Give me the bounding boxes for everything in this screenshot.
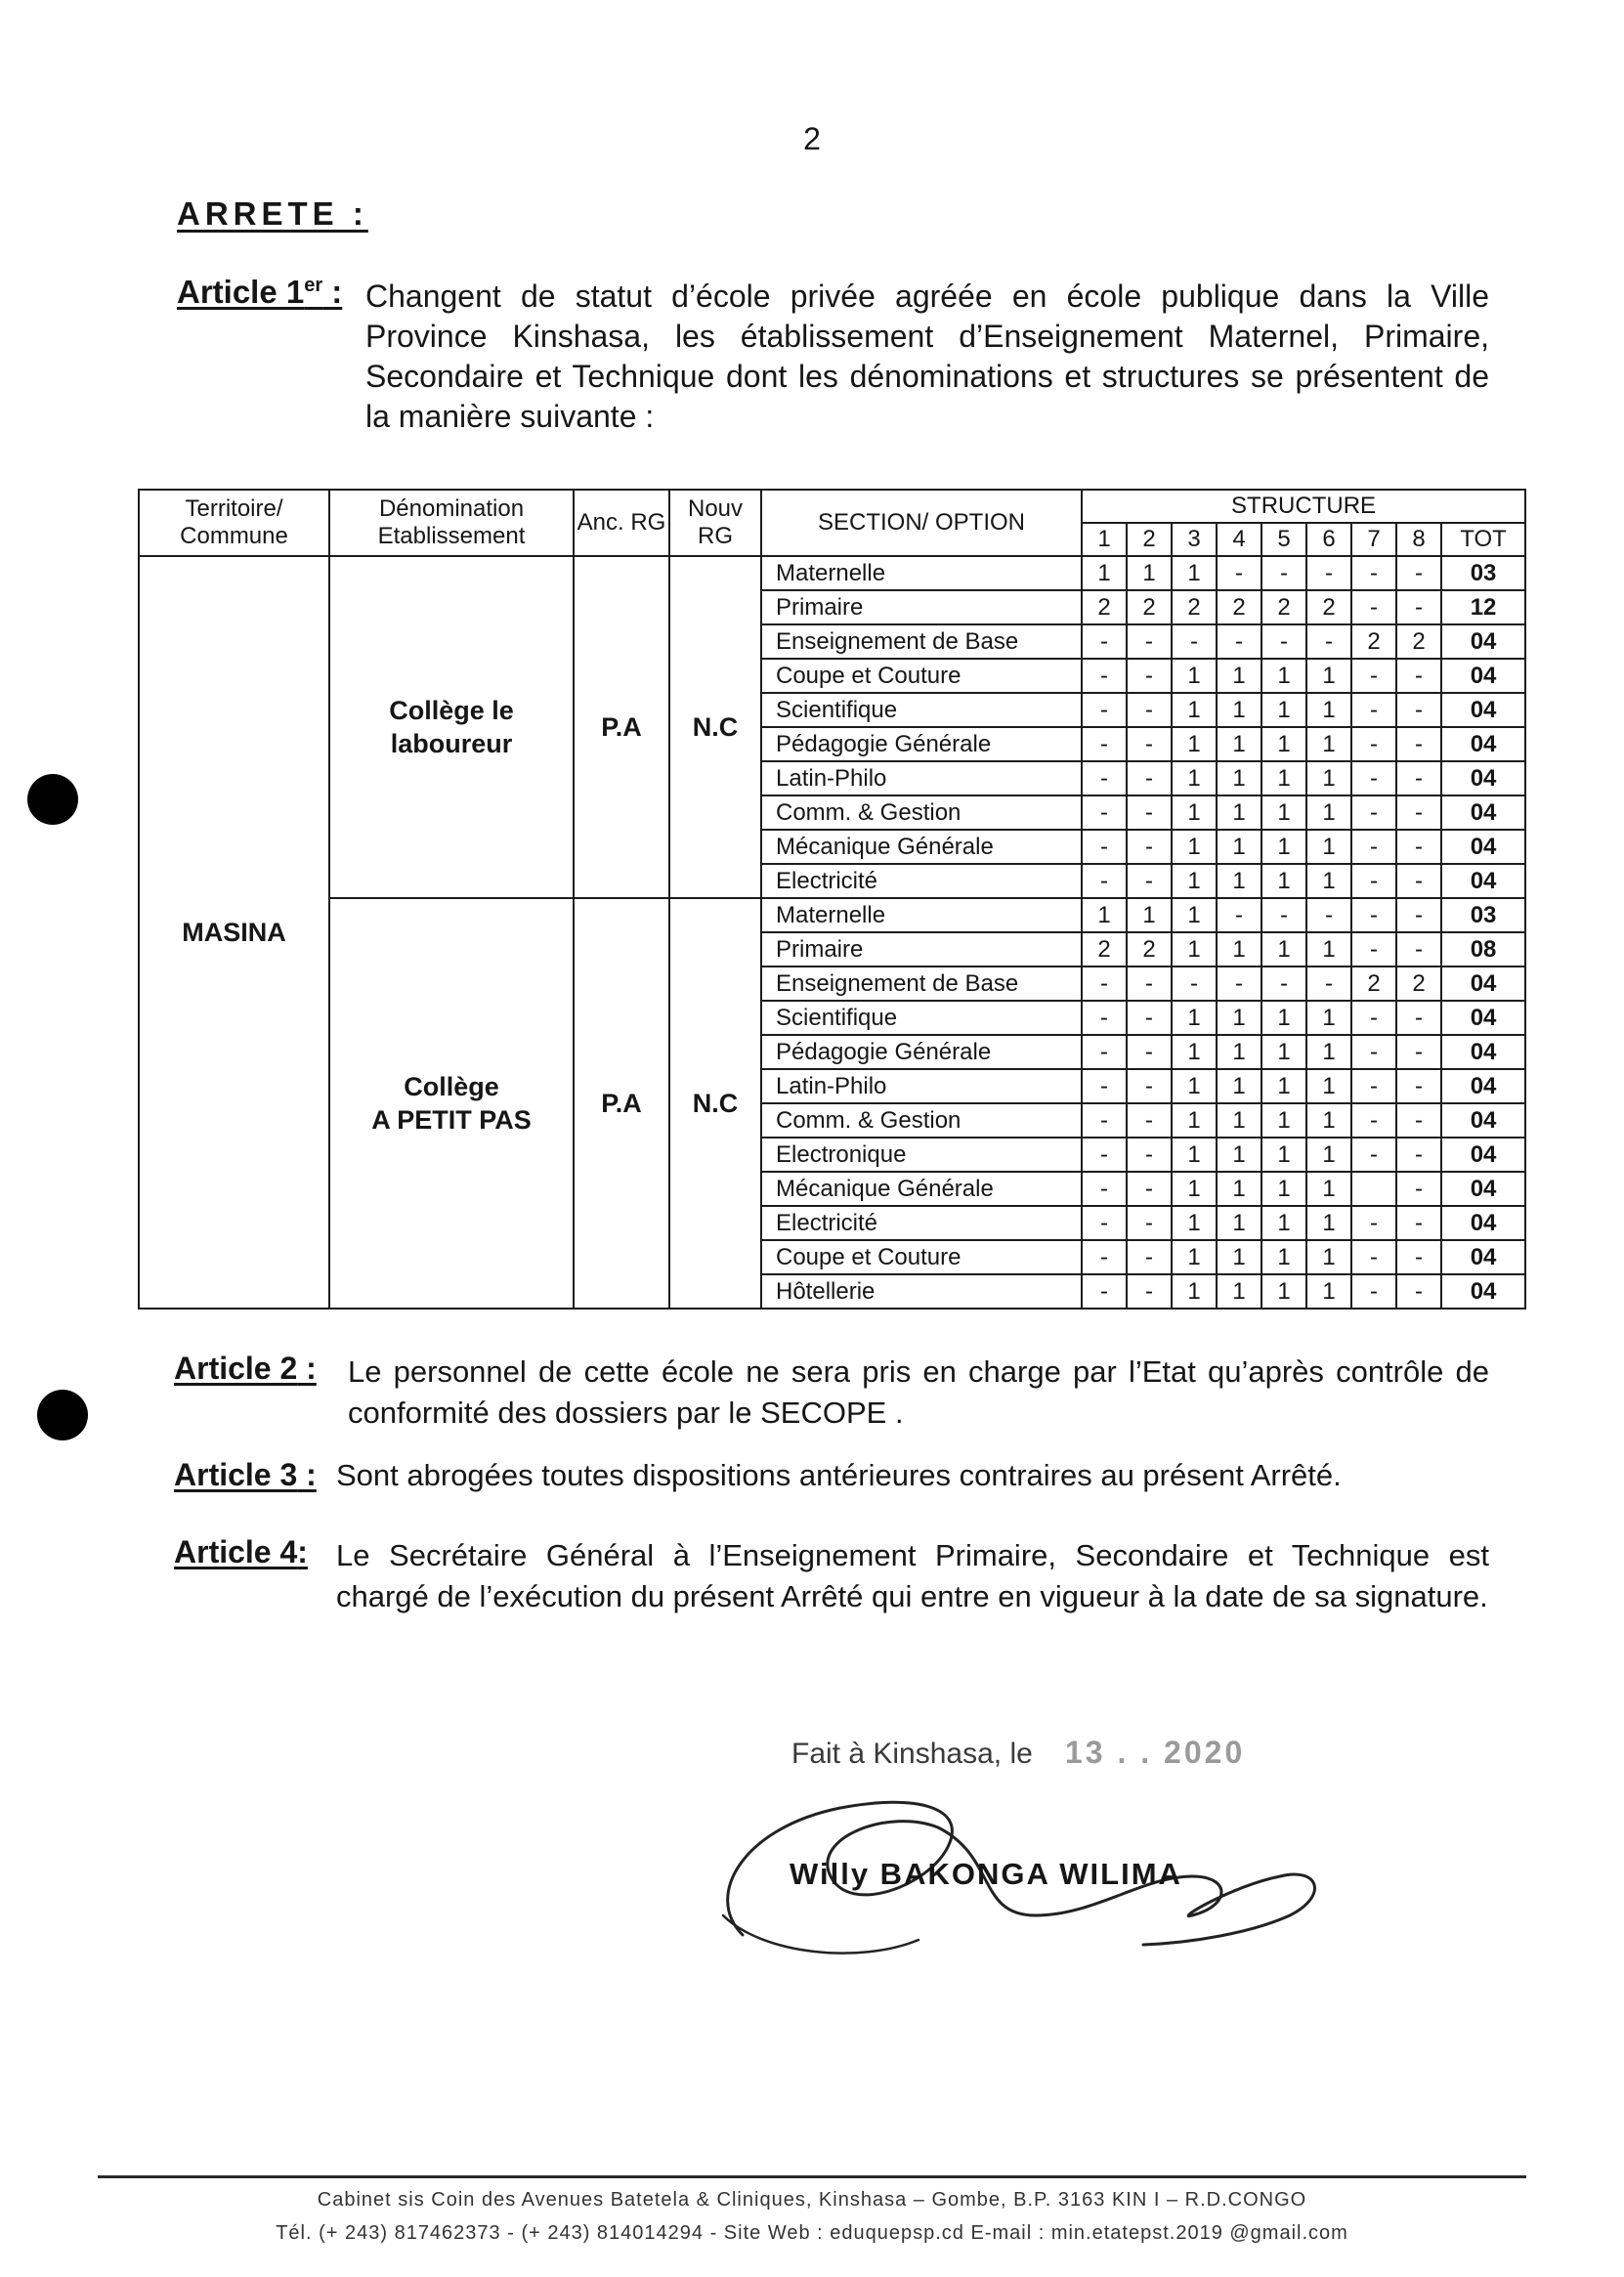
table-row	[139, 556, 1525, 590]
structure-cell: -	[1351, 590, 1396, 624]
structure-cell: 2	[1127, 932, 1172, 967]
structure-cell: -	[1396, 659, 1441, 693]
structure-cell: -	[1396, 556, 1441, 590]
structure-cell: -	[1127, 1240, 1172, 1274]
structure-cell: -	[1351, 1206, 1396, 1240]
structure-cell: -	[1396, 932, 1441, 967]
section-option-cell: Electricité	[761, 864, 1082, 898]
structure-cell: 1	[1172, 932, 1217, 967]
total-cell: 04	[1441, 727, 1525, 761]
structure-cell: 1	[1261, 932, 1306, 967]
section-option-cell: Comm. & Gestion	[761, 795, 1082, 830]
structure-cell: -	[1351, 1240, 1396, 1274]
section-option-cell: Scientifique	[761, 1001, 1082, 1035]
structure-cell: -	[1351, 556, 1396, 590]
structure-column-header: 6	[1306, 523, 1351, 556]
structure-cell: -	[1306, 967, 1351, 1001]
structure-cell: 2	[1351, 624, 1396, 659]
date-stamp: 13 . . 2020	[1065, 1735, 1246, 1770]
footer-contacts: Tél. (+ 243) 817462373 - (+ 243) 814014294 - Site Web : eduquepsp.cd E-mail : min.etatepst.2019 @gmail.com	[276, 2222, 1348, 2244]
structure-cell: -	[1351, 1274, 1396, 1309]
section-option-cell: Enseignement de Base	[761, 967, 1082, 1001]
article-4-text: Le Secrétaire Général à l’Enseignement Primaire, Secondaire et Technique est chargé de l’exécution du présent Arrêté qui entre en vigueur à la date de sa signature.	[336, 1538, 1489, 1613]
header-structure: STRUCTURE	[1082, 490, 1525, 523]
structure-cell: -	[1127, 1172, 1172, 1206]
structure-cell: 1	[1172, 1240, 1217, 1274]
section-option-cell: Hôtellerie	[761, 1274, 1082, 1309]
section-option-cell: Scientifique	[761, 693, 1082, 727]
structure-cell: 1	[1261, 1001, 1306, 1035]
structure-cell: 1	[1261, 659, 1306, 693]
structure-cell: 1	[1172, 1069, 1217, 1103]
school-name-cell	[329, 556, 574, 898]
structure-cell: 1	[1217, 1035, 1261, 1069]
structure-cell: -	[1351, 932, 1396, 967]
territoire-cell: MASINA	[139, 556, 329, 1309]
structure-cell: -	[1082, 1240, 1127, 1274]
structure-column-header: 3	[1172, 523, 1217, 556]
structure-cell: 1	[1217, 1172, 1261, 1206]
total-cell: 04	[1441, 830, 1525, 864]
structure-cell: 1	[1306, 1035, 1351, 1069]
structure-cell: -	[1306, 898, 1351, 932]
structure-cell: 1	[1172, 556, 1217, 590]
structure-cell: -	[1261, 624, 1306, 659]
structure-cell: 1	[1306, 1274, 1351, 1309]
structure-cell: -	[1396, 1001, 1441, 1035]
total-cell: 04	[1441, 1206, 1525, 1240]
section-option-cell: Coupe et Couture	[761, 1240, 1082, 1274]
structure-cell: -	[1396, 1274, 1441, 1309]
section-option-cell: Primaire	[761, 590, 1082, 624]
structure-cell: -	[1082, 967, 1127, 1001]
structure-cell: -	[1217, 967, 1261, 1001]
structure-cell: 2	[1082, 590, 1127, 624]
structure-cell: -	[1351, 795, 1396, 830]
article-2-label: Article 2 :	[174, 1351, 317, 1386]
structure-cell: 1	[1261, 1138, 1306, 1172]
structure-cell: 1	[1217, 693, 1261, 727]
structure-cell: -	[1261, 556, 1306, 590]
structure-cell: 1	[1217, 1103, 1261, 1138]
structure-cell: -	[1306, 624, 1351, 659]
structure-cell: -	[1396, 1240, 1441, 1274]
structure-cell: -	[1082, 761, 1127, 795]
structure-cell: -	[1351, 864, 1396, 898]
structure-cell: 1	[1217, 1274, 1261, 1309]
structure-cell: -	[1172, 967, 1217, 1001]
structure-cell: 1	[1172, 659, 1217, 693]
structure-column-header: 8	[1396, 523, 1441, 556]
section-option-cell: Mécanique Générale	[761, 1172, 1082, 1206]
structure-column-header: 4	[1217, 523, 1261, 556]
total-cell: 04	[1441, 864, 1525, 898]
structure-table	[138, 489, 1526, 1310]
structure-cell: -	[1351, 659, 1396, 693]
article-1-text: Changent de statut d’école privée agréée en école publique dans la Ville Province Kinshasa, les établissement d’Enseignement Maternel, Primaire, Secondaire et Technique dont les dénominations et structures se présentent de la manière suivante :	[365, 279, 1489, 434]
section-option-cell: Pédagogie Générale	[761, 727, 1082, 761]
footer-divider	[98, 2175, 1526, 2178]
nouv-rg-cell: N.C	[669, 556, 761, 898]
structure-cell: -	[1396, 830, 1441, 864]
structure-cell: -	[1082, 864, 1127, 898]
structure-cell: 1	[1306, 1206, 1351, 1240]
section-option-cell: Pédagogie Générale	[761, 1035, 1082, 1069]
structure-cell: 1	[1261, 727, 1306, 761]
total-cell: 04	[1441, 624, 1525, 659]
total-cell: 04	[1441, 795, 1525, 830]
section-option-cell: Latin-Philo	[761, 1069, 1082, 1103]
structure-cell: 1	[1172, 761, 1217, 795]
structure-cell: 1	[1306, 830, 1351, 864]
structure-cell: 1	[1217, 1069, 1261, 1103]
structure-cell: -	[1396, 1138, 1441, 1172]
structure-cell: 2	[1396, 967, 1441, 1001]
table-row	[139, 898, 1525, 932]
structure-cell: -	[1351, 761, 1396, 795]
structure-cell: -	[1082, 1172, 1127, 1206]
structure-cell: 1	[1172, 1206, 1217, 1240]
structure-cell: -	[1217, 556, 1261, 590]
structure-cell: 1	[1217, 1206, 1261, 1240]
structure-cell: -	[1396, 590, 1441, 624]
structure-cell: 1	[1172, 727, 1217, 761]
total-cell: 04	[1441, 1240, 1525, 1274]
structure-cell: 1	[1217, 932, 1261, 967]
structure-cell: -	[1127, 1103, 1172, 1138]
place-date: Fait à Kinshasa, le	[791, 1738, 1033, 1770]
structure-cell: 1	[1261, 1172, 1306, 1206]
school-name-line: Collège le	[389, 696, 514, 725]
structure-cell: -	[1396, 1103, 1441, 1138]
school-name-line: A PETIT PAS	[371, 1105, 532, 1135]
structure-cell: -	[1127, 693, 1172, 727]
structure-cell: 1	[1217, 1240, 1261, 1274]
structure-cell: -	[1082, 693, 1127, 727]
structure-cell: 2	[1396, 624, 1441, 659]
structure-cell: 1	[1217, 659, 1261, 693]
structure-cell: 1	[1261, 1035, 1306, 1069]
structure-cell: -	[1396, 727, 1441, 761]
structure-column-header: 7	[1351, 523, 1396, 556]
total-cell: 04	[1441, 659, 1525, 693]
structure-cell: 1	[1217, 1138, 1261, 1172]
structure-cell: 1	[1082, 556, 1127, 590]
structure-cell: 1	[1306, 761, 1351, 795]
structure-cell: 1	[1172, 864, 1217, 898]
structure-cell: -	[1306, 556, 1351, 590]
section-option-cell: Coupe et Couture	[761, 659, 1082, 693]
structure-cell: 1	[1261, 1069, 1306, 1103]
table-header	[139, 490, 1525, 556]
total-cell: 03	[1441, 556, 1525, 590]
structure-cell: 1	[1172, 830, 1217, 864]
structure-cell: 1	[1172, 1274, 1217, 1309]
structure-cell: -	[1351, 1138, 1396, 1172]
structure-cell: -	[1127, 1069, 1172, 1103]
structure-cell: 1	[1172, 693, 1217, 727]
structure-cell: 2	[1127, 590, 1172, 624]
structure-cell: -	[1082, 624, 1127, 659]
structure-cell: 1	[1172, 795, 1217, 830]
structure-cell: 1	[1261, 693, 1306, 727]
school-name-cell	[329, 898, 574, 1309]
structure-cell: -	[1127, 659, 1172, 693]
structure-cell: -	[1351, 1035, 1396, 1069]
structure-cell: -	[1127, 624, 1172, 659]
total-cell: 03	[1441, 898, 1525, 932]
structure-cell: 1	[1127, 556, 1172, 590]
section-option-cell: Maternelle	[761, 556, 1082, 590]
structure-cell: -	[1396, 693, 1441, 727]
structure-cell: 1	[1306, 932, 1351, 967]
structure-cell: -	[1082, 1138, 1127, 1172]
structure-cell: -	[1396, 761, 1441, 795]
structure-cell: 1	[1306, 1138, 1351, 1172]
structure-cell: -	[1127, 864, 1172, 898]
structure-cell: 1	[1082, 898, 1127, 932]
structure-cell: -	[1082, 1103, 1127, 1138]
structure-cell: -	[1217, 624, 1261, 659]
section-option-cell: Maternelle	[761, 898, 1082, 932]
structure-cell: 1	[1261, 1274, 1306, 1309]
structure-cell: -	[1127, 1035, 1172, 1069]
structure-cell: 1	[1261, 1206, 1306, 1240]
structure-column-header: 5	[1261, 523, 1306, 556]
structure-cell: 1	[1217, 1001, 1261, 1035]
section-option-cell: Comm. & Gestion	[761, 1103, 1082, 1138]
structure-cell: -	[1082, 830, 1127, 864]
total-cell: 04	[1441, 1069, 1525, 1103]
structure-cell: -	[1396, 1206, 1441, 1240]
structure-cell: -	[1351, 1069, 1396, 1103]
article-2-text: Le personnel de cette école ne sera pris en charge par l’Etat qu’après contrôle de conformité des dossiers par le SECOPE .	[348, 1354, 1489, 1430]
structure-cell: -	[1082, 795, 1127, 830]
signatory-name: Willy BAKONGA WILIMA	[790, 1857, 1182, 1891]
article-3-label: Article 3 :	[174, 1457, 317, 1492]
section-option-cell: Electronique	[761, 1138, 1082, 1172]
structure-column-header: 1	[1082, 523, 1127, 556]
structure-column-header: TOT	[1441, 523, 1525, 556]
total-cell: 04	[1441, 1103, 1525, 1138]
total-cell: 04	[1441, 1138, 1525, 1172]
structure-cell: 2	[1306, 590, 1351, 624]
decree-heading: ARRETE :	[177, 195, 368, 232]
page-number: 2	[803, 121, 821, 156]
structure-cell: -	[1351, 727, 1396, 761]
structure-column-header: 2	[1127, 523, 1172, 556]
structure-cell: -	[1217, 898, 1261, 932]
structure-cell: 1	[1261, 761, 1306, 795]
header-territoire: Territoire/ Commune	[139, 490, 329, 556]
structure-cell: 1	[1306, 727, 1351, 761]
structure-cell: 1	[1217, 864, 1261, 898]
article-4-label: Article 4:	[174, 1534, 308, 1569]
structure-cell: -	[1351, 898, 1396, 932]
article-3-text: Sont abrogées toutes dispositions antérieures contraires au présent Arrêté.	[336, 1458, 1342, 1492]
structure-cell: 1	[1261, 864, 1306, 898]
punch-hole-top	[27, 774, 78, 825]
structure-cell: -	[1082, 1035, 1127, 1069]
structure-cell: 1	[1261, 1103, 1306, 1138]
structure-cell: 1	[1172, 1172, 1217, 1206]
structure-cell: 2	[1082, 932, 1127, 967]
structure-cell: 1	[1172, 1138, 1217, 1172]
section-option-cell: Latin-Philo	[761, 761, 1082, 795]
school-name-line: Collège	[404, 1072, 499, 1101]
structure-cell: 2	[1261, 590, 1306, 624]
structure-cell: 1	[1217, 727, 1261, 761]
structure-cell: -	[1172, 624, 1217, 659]
structure-cell: 1	[1306, 1001, 1351, 1035]
section-option-cell: Enseignement de Base	[761, 624, 1082, 659]
structure-cell: 1	[1172, 1035, 1217, 1069]
structure-cell: 1	[1306, 693, 1351, 727]
total-cell: 04	[1441, 1172, 1525, 1206]
structure-cell: -	[1082, 727, 1127, 761]
structure-cell: 2	[1351, 967, 1396, 1001]
total-cell: 04	[1441, 967, 1525, 1001]
punch-hole-bottom	[37, 1390, 88, 1440]
structure-cell: 1	[1306, 1172, 1351, 1206]
structure-cell: -	[1082, 659, 1127, 693]
structure-cell: 1	[1217, 830, 1261, 864]
nouv-rg-cell: N.C	[669, 898, 761, 1309]
section-option-cell: Electricité	[761, 1206, 1082, 1240]
structure-cell: -	[1082, 1206, 1127, 1240]
structure-cell: 1	[1217, 761, 1261, 795]
structure-cell: -	[1351, 830, 1396, 864]
structure-cell: -	[1127, 830, 1172, 864]
structure-cell: -	[1396, 795, 1441, 830]
structure-cell: -	[1127, 1138, 1172, 1172]
structure-cell	[1351, 1172, 1396, 1206]
structure-cell: -	[1351, 1103, 1396, 1138]
structure-cell: -	[1261, 967, 1306, 1001]
structure-cell: 1	[1261, 830, 1306, 864]
structure-cell: -	[1127, 761, 1172, 795]
structure-cell: 1	[1261, 795, 1306, 830]
structure-cell: 1	[1172, 1001, 1217, 1035]
total-cell: 12	[1441, 590, 1525, 624]
total-cell: 04	[1441, 1001, 1525, 1035]
anc-rg-cell: P.A	[574, 556, 669, 898]
structure-cell: -	[1127, 1001, 1172, 1035]
section-option-cell: Mécanique Générale	[761, 830, 1082, 864]
structure-cell: 1	[1172, 898, 1217, 932]
structure-cell: -	[1396, 1035, 1441, 1069]
header-section-option: SECTION/ OPTION	[761, 490, 1082, 556]
structure-cell: 1	[1306, 795, 1351, 830]
structure-cell: 1	[1306, 1069, 1351, 1103]
structure-cell: -	[1396, 1069, 1441, 1103]
structure-cell: 1	[1172, 1103, 1217, 1138]
structure-cell: 1	[1127, 898, 1172, 932]
structure-cell: -	[1127, 795, 1172, 830]
structure-cell: -	[1082, 1069, 1127, 1103]
structure-cell: 1	[1306, 659, 1351, 693]
structure-cell: -	[1396, 1172, 1441, 1206]
structure-cell: -	[1396, 898, 1441, 932]
total-cell: 04	[1441, 761, 1525, 795]
anc-rg-cell: P.A	[574, 898, 669, 1309]
header-denomination: Dénomination Etablissement	[329, 490, 574, 556]
structure-cell: 2	[1217, 590, 1261, 624]
footer-address: Cabinet sis Coin des Avenues Batetela & Cliniques, Kinshasa – Gombe, B.P. 3163 KIN I – R.D.CONGO	[317, 2189, 1307, 2211]
structure-cell: -	[1082, 1274, 1127, 1309]
structure-cell: -	[1261, 898, 1306, 932]
structure-cell: -	[1127, 1206, 1172, 1240]
structure-cell: -	[1396, 864, 1441, 898]
structure-cell: -	[1127, 727, 1172, 761]
structure-cell: -	[1127, 1274, 1172, 1309]
total-cell: 04	[1441, 1035, 1525, 1069]
structure-cell: -	[1127, 967, 1172, 1001]
structure-cell: -	[1351, 693, 1396, 727]
structure-cell: 2	[1172, 590, 1217, 624]
total-cell: 04	[1441, 693, 1525, 727]
article-1-label: Article 1er :	[177, 274, 343, 310]
structure-cell: -	[1351, 1001, 1396, 1035]
structure-cell: 1	[1306, 1103, 1351, 1138]
header-anc-rg: Anc. RG	[574, 490, 669, 556]
structure-cell: 1	[1217, 795, 1261, 830]
structure-cell: -	[1082, 1001, 1127, 1035]
header-nouv-rg: Nouv RG	[669, 490, 761, 556]
school-name-line: laboureur	[390, 729, 513, 758]
structure-cell: 1	[1261, 1240, 1306, 1274]
total-cell: 08	[1441, 932, 1525, 967]
structure-cell: 1	[1306, 864, 1351, 898]
structure-cell: 1	[1306, 1240, 1351, 1274]
total-cell: 04	[1441, 1274, 1525, 1309]
section-option-cell: Primaire	[761, 932, 1082, 967]
